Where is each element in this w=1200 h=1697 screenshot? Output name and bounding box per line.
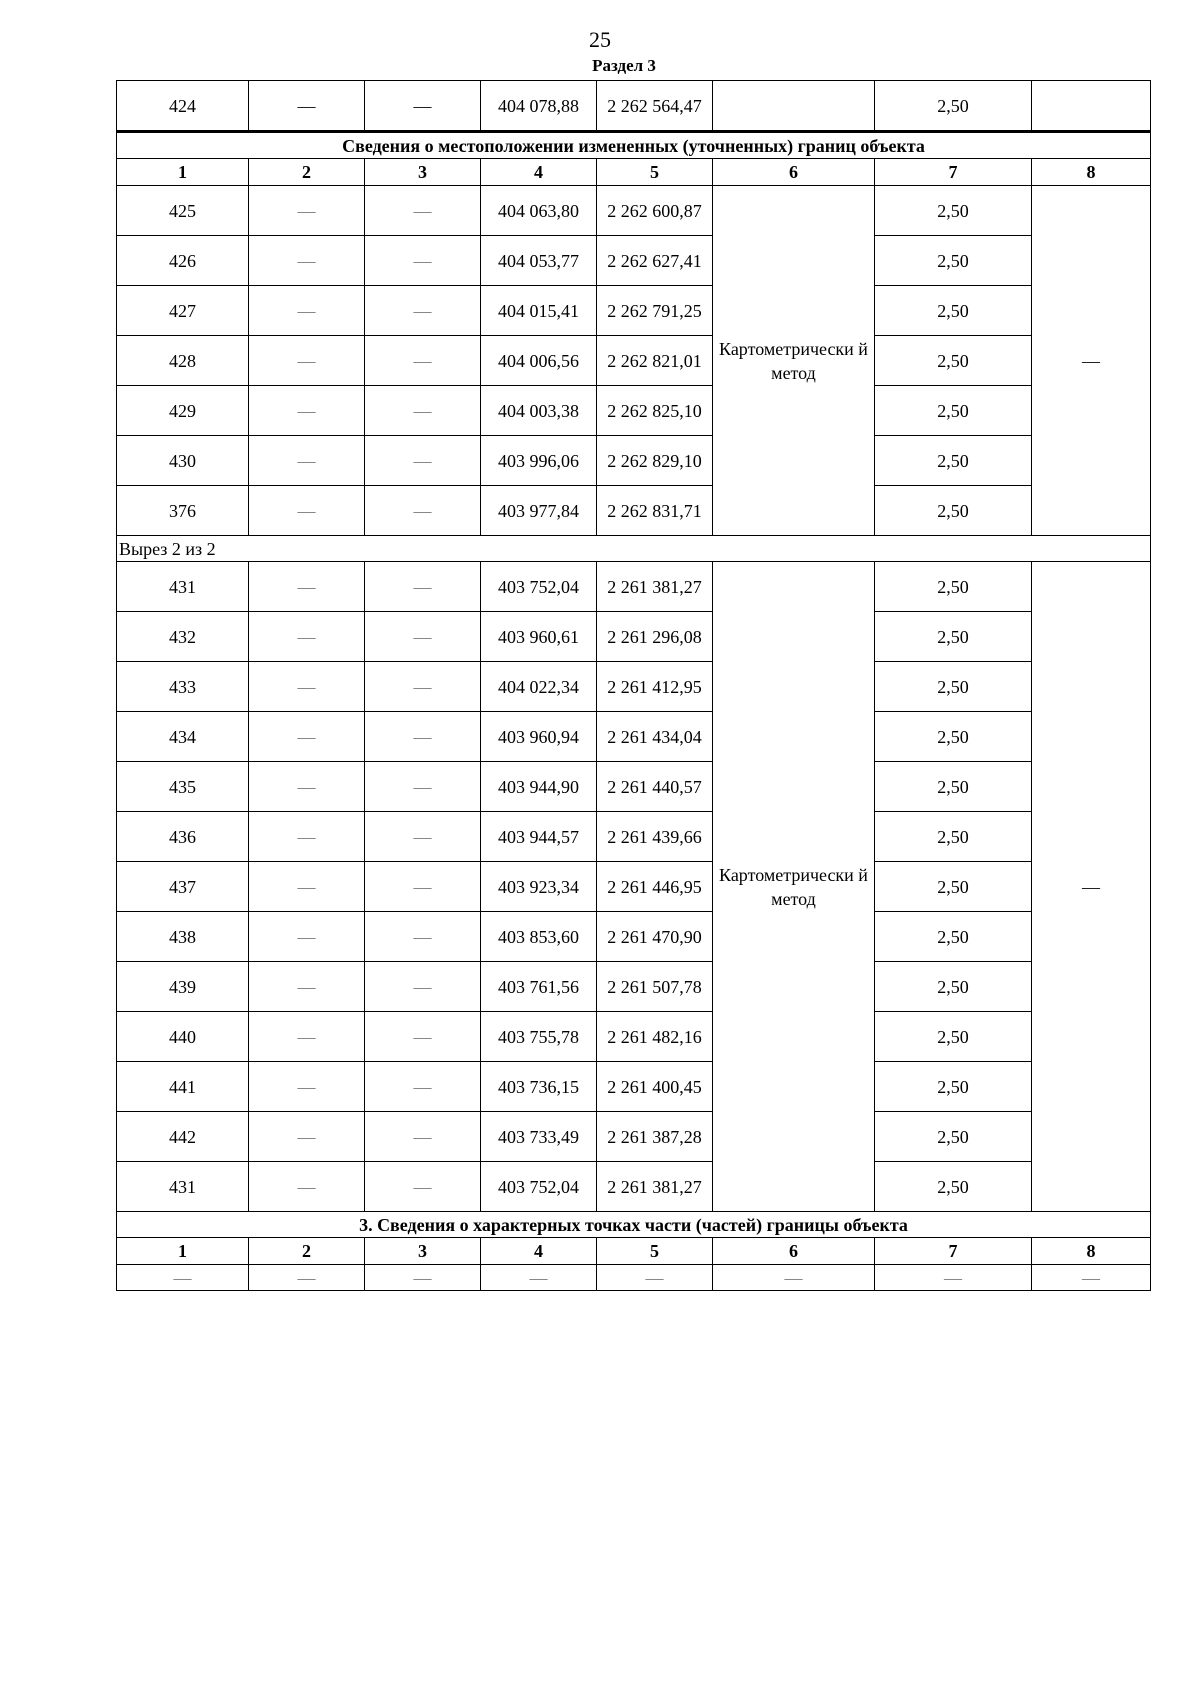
y-coordinate: 2 261 412,95 <box>597 662 713 712</box>
col3-value: — <box>365 712 481 762</box>
accuracy-value: 2,50 <box>875 962 1032 1012</box>
y-coordinate: 2 262 821,01 <box>597 336 713 386</box>
x-coordinate: 403 733,49 <box>481 1112 597 1162</box>
table-row <box>117 1062 1151 1112</box>
x-coordinate: 404 022,34 <box>481 662 597 712</box>
col2-value: — <box>249 962 365 1012</box>
empty-value: — <box>249 1265 365 1291</box>
table-row <box>117 762 1151 812</box>
section-title: Раздел 3 <box>592 56 656 75</box>
col2-value: — <box>249 762 365 812</box>
col3-value: — <box>365 436 481 486</box>
x-coordinate: 403 960,94 <box>481 712 597 762</box>
col3-value: — <box>365 1162 481 1212</box>
column-number-header: 8 <box>1032 159 1151 186</box>
col3-value: — <box>365 286 481 336</box>
x-coordinate: 404 015,41 <box>481 286 597 336</box>
method-cell <box>713 186 875 536</box>
accuracy-value: 2,50 <box>875 286 1032 336</box>
point-number: 438 <box>117 912 249 962</box>
y-coordinate: 2 261 400,45 <box>597 1062 713 1112</box>
empty-value: — <box>875 1265 1032 1291</box>
x-coordinate: 403 761,56 <box>481 962 597 1012</box>
column-number-header: 1 <box>117 159 249 186</box>
y-coordinate: 2 262 600,87 <box>597 186 713 236</box>
table-row <box>117 1162 1151 1212</box>
y-coordinate: 2 261 296,08 <box>597 612 713 662</box>
point-number: 431 <box>117 1162 249 1212</box>
y-coordinate: 2 262 829,10 <box>597 436 713 486</box>
col3-value: — <box>365 1012 481 1062</box>
point-number: 431 <box>117 562 249 612</box>
col3-value: — <box>365 386 481 436</box>
col2-value: — <box>249 862 365 912</box>
column-number-header: 7 <box>875 159 1032 186</box>
y-coordinate: 2 261 434,04 <box>597 712 713 762</box>
table-row <box>117 612 1151 662</box>
section-heading-row <box>117 1212 1151 1238</box>
column-number-header: 2 <box>249 159 365 186</box>
col3-value: — <box>365 186 481 236</box>
col2-value: — <box>249 486 365 536</box>
point-number: 435 <box>117 762 249 812</box>
table-row <box>117 562 1151 612</box>
x-coordinate: 403 853,60 <box>481 912 597 962</box>
column-number-header: 3 <box>365 159 481 186</box>
method-label: Картометрически й метод <box>719 338 868 383</box>
x-coordinate: 404 063,80 <box>481 186 597 236</box>
accuracy-value: 2,50 <box>875 662 1032 712</box>
col3-value: — <box>365 762 481 812</box>
table-row <box>117 962 1151 1012</box>
point-number: 434 <box>117 712 249 762</box>
y-coordinate: 2 262 831,71 <box>597 486 713 536</box>
x-coordinate: 404 078,88 <box>481 81 597 132</box>
x-coordinate: 403 996,06 <box>481 436 597 486</box>
column-number-header: 6 <box>713 1238 875 1265</box>
section-heading: 3. Сведения о характерных точках части (частей) границы объекта <box>117 1212 1151 1238</box>
column-number-header: 4 <box>481 1238 597 1265</box>
col2-value: — <box>249 562 365 612</box>
point-number: 442 <box>117 1112 249 1162</box>
table-row <box>117 436 1151 486</box>
x-coordinate: 404 003,38 <box>481 386 597 436</box>
empty-value: — <box>117 1265 249 1291</box>
col2-value: — <box>249 912 365 962</box>
x-coordinate: 403 755,78 <box>481 1012 597 1062</box>
col2-value: — <box>249 336 365 386</box>
y-coordinate: 2 262 825,10 <box>597 386 713 436</box>
table-row <box>117 286 1151 336</box>
page-number: 25 <box>589 27 611 52</box>
col2-value: — <box>249 1012 365 1062</box>
point-number: 432 <box>117 612 249 662</box>
accuracy-value: 2,50 <box>875 762 1032 812</box>
col3-value: — <box>365 812 481 862</box>
accuracy-value: 2,50 <box>875 1012 1032 1062</box>
column-number-row <box>117 1238 1151 1265</box>
point-number: 424 <box>117 81 249 132</box>
col2-value: — <box>249 662 365 712</box>
col2-value: — <box>249 1112 365 1162</box>
y-coordinate: 2 261 387,28 <box>597 1112 713 1162</box>
col2-value: — <box>249 436 365 486</box>
col3-value: — <box>365 236 481 286</box>
point-number: 430 <box>117 436 249 486</box>
table-row <box>117 712 1151 762</box>
x-coordinate: 404 053,77 <box>481 236 597 286</box>
table-row <box>117 1112 1151 1162</box>
y-coordinate: 2 261 381,27 <box>597 562 713 612</box>
column-number-header: 4 <box>481 159 597 186</box>
point-number: 427 <box>117 286 249 336</box>
accuracy-value: 2,50 <box>875 81 1032 132</box>
table-row <box>117 812 1151 862</box>
table-row <box>117 662 1151 712</box>
coordinates-table-body <box>117 81 1151 1291</box>
col3-value: — <box>365 81 481 132</box>
cutout-label: Вырез 2 из 2 <box>117 536 1151 562</box>
y-coordinate: 2 262 791,25 <box>597 286 713 336</box>
table-row <box>117 336 1151 386</box>
col3-value: — <box>365 562 481 612</box>
col2-value: — <box>249 236 365 286</box>
col2-value: — <box>249 1062 365 1112</box>
empty-value: — <box>481 1265 597 1291</box>
col8-value: — <box>1032 562 1151 1212</box>
accuracy-value: 2,50 <box>875 612 1032 662</box>
column-number-row <box>117 159 1151 186</box>
x-coordinate: 403 977,84 <box>481 486 597 536</box>
y-coordinate: 2 261 470,90 <box>597 912 713 962</box>
accuracy-value: 2,50 <box>875 436 1032 486</box>
empty-value: — <box>1032 1265 1151 1291</box>
x-coordinate: 403 752,04 <box>481 562 597 612</box>
col2-value: — <box>249 712 365 762</box>
table-row <box>117 81 1151 132</box>
x-coordinate: 403 960,61 <box>481 612 597 662</box>
y-coordinate: 2 261 446,95 <box>597 862 713 912</box>
empty-value: — <box>597 1265 713 1291</box>
x-coordinate: 403 736,15 <box>481 1062 597 1112</box>
point-number: 440 <box>117 1012 249 1062</box>
point-number: 376 <box>117 486 249 536</box>
accuracy-value: 2,50 <box>875 186 1032 236</box>
col2-value: — <box>249 612 365 662</box>
col3-value: — <box>365 1062 481 1112</box>
table-row <box>117 1012 1151 1062</box>
empty-value: — <box>365 1265 481 1291</box>
accuracy-value: 2,50 <box>875 562 1032 612</box>
col2-value: — <box>249 81 365 132</box>
empty-value: — <box>713 1265 875 1291</box>
point-number: 441 <box>117 1062 249 1112</box>
column-number-header: 3 <box>365 1238 481 1265</box>
point-number: 428 <box>117 336 249 386</box>
column-number-header: 2 <box>249 1238 365 1265</box>
y-coordinate: 2 261 507,78 <box>597 962 713 1012</box>
y-coordinate: 2 261 482,16 <box>597 1012 713 1062</box>
table-row <box>117 236 1151 286</box>
column-number-header: 6 <box>713 159 875 186</box>
col3-value: — <box>365 336 481 386</box>
accuracy-value: 2,50 <box>875 486 1032 536</box>
coordinates-table <box>116 80 1151 1291</box>
col8-value <box>1032 81 1151 132</box>
method-cell <box>713 562 875 1212</box>
table-row <box>117 912 1151 962</box>
x-coordinate: 404 006,56 <box>481 336 597 386</box>
section-heading-row <box>117 132 1151 159</box>
accuracy-value: 2,50 <box>875 912 1032 962</box>
accuracy-value: 2,50 <box>875 712 1032 762</box>
accuracy-value: 2,50 <box>875 236 1032 286</box>
accuracy-value: 2,50 <box>875 386 1032 436</box>
point-number: 429 <box>117 386 249 436</box>
method-cell <box>713 81 875 132</box>
table-row <box>117 386 1151 436</box>
col2-value: — <box>249 812 365 862</box>
point-number: 426 <box>117 236 249 286</box>
col2-value: — <box>249 1162 365 1212</box>
col8-value: — <box>1032 186 1151 536</box>
point-number: 433 <box>117 662 249 712</box>
col3-value: — <box>365 962 481 1012</box>
point-number: 436 <box>117 812 249 862</box>
point-number: 439 <box>117 962 249 1012</box>
y-coordinate: 2 262 627,41 <box>597 236 713 286</box>
column-number-header: 5 <box>597 159 713 186</box>
col3-value: — <box>365 486 481 536</box>
y-coordinate: 2 261 381,27 <box>597 1162 713 1212</box>
x-coordinate: 403 944,90 <box>481 762 597 812</box>
x-coordinate: 403 923,34 <box>481 862 597 912</box>
col2-value: — <box>249 386 365 436</box>
section-heading: Сведения о местоположении измененных (уточненных) границ объекта <box>117 132 1151 159</box>
x-coordinate: 403 944,57 <box>481 812 597 862</box>
column-number-header: 7 <box>875 1238 1032 1265</box>
accuracy-value: 2,50 <box>875 1112 1032 1162</box>
point-number: 437 <box>117 862 249 912</box>
method-label: Картометрически й метод <box>719 864 868 909</box>
accuracy-value: 2,50 <box>875 812 1032 862</box>
table-row <box>117 186 1151 236</box>
accuracy-value: 2,50 <box>875 336 1032 386</box>
col3-value: — <box>365 662 481 712</box>
accuracy-value: 2,50 <box>875 1062 1032 1112</box>
col3-value: — <box>365 1112 481 1162</box>
table-row <box>117 862 1151 912</box>
col2-value: — <box>249 286 365 336</box>
column-number-header: 8 <box>1032 1238 1151 1265</box>
col3-value: — <box>365 612 481 662</box>
column-number-header: 5 <box>597 1238 713 1265</box>
col2-value: — <box>249 186 365 236</box>
x-coordinate: 403 752,04 <box>481 1162 597 1212</box>
accuracy-value: 2,50 <box>875 862 1032 912</box>
point-number: 425 <box>117 186 249 236</box>
y-coordinate: 2 261 439,66 <box>597 812 713 862</box>
cutout-label-row <box>117 536 1151 562</box>
col3-value: — <box>365 862 481 912</box>
table-row <box>117 486 1151 536</box>
col3-value: — <box>365 912 481 962</box>
y-coordinate: 2 261 440,57 <box>597 762 713 812</box>
column-number-header: 1 <box>117 1238 249 1265</box>
y-coordinate: 2 262 564,47 <box>597 81 713 132</box>
table-row <box>117 1265 1151 1291</box>
accuracy-value: 2,50 <box>875 1162 1032 1212</box>
